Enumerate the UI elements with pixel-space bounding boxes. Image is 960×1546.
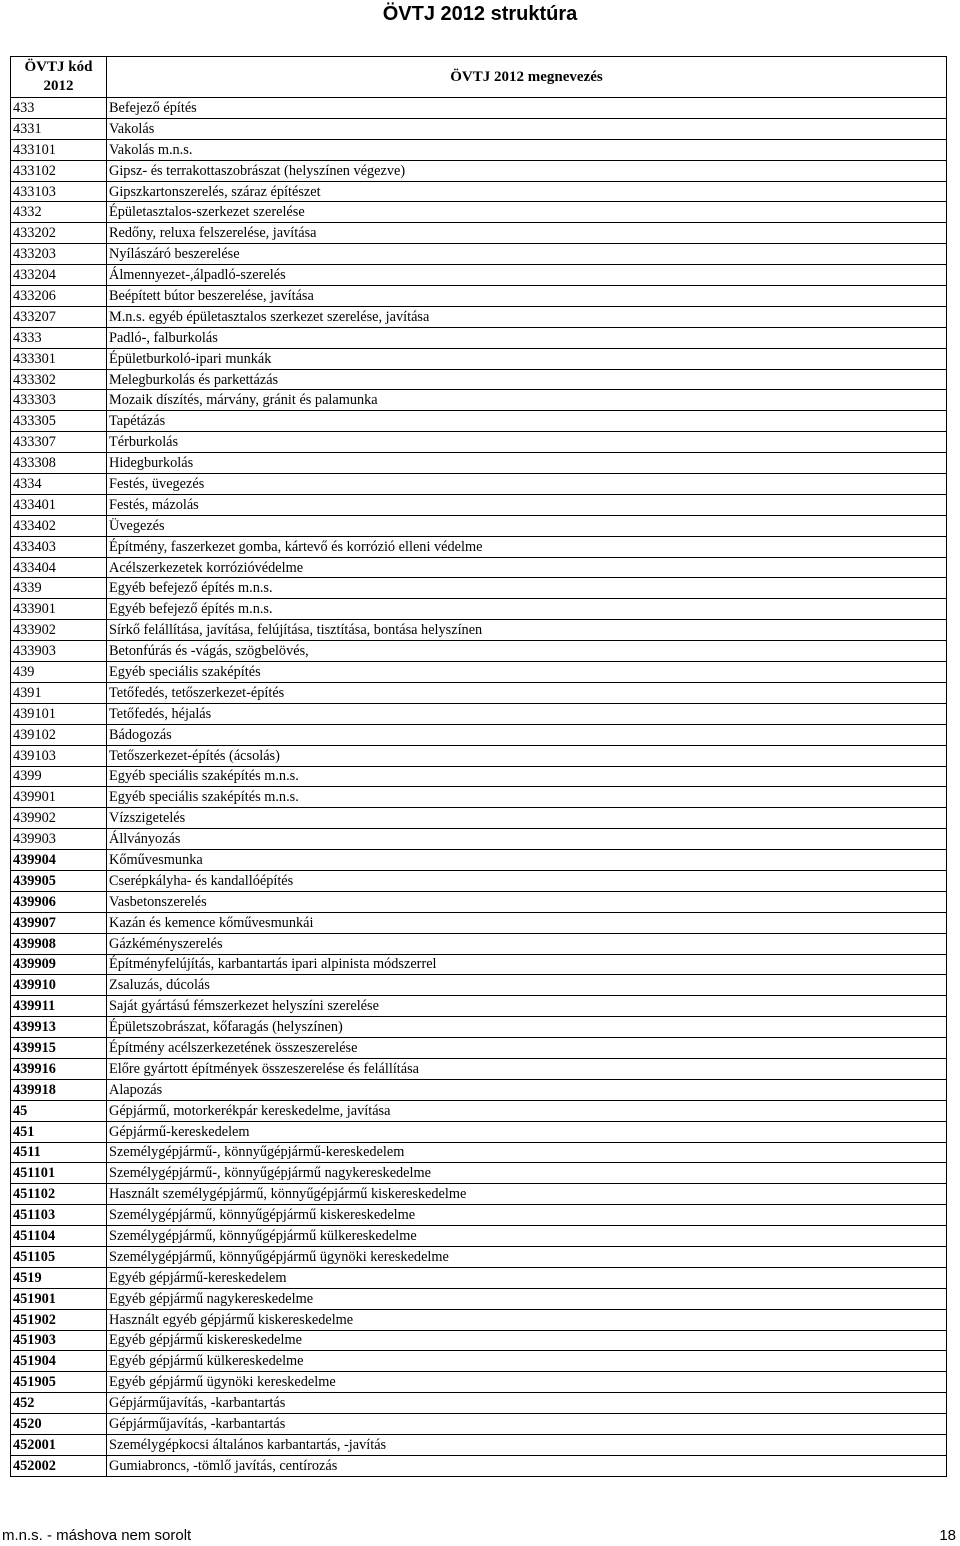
table-row xyxy=(11,787,947,808)
row-name: Betonfúrás és -vágás, szögbelövés, xyxy=(107,641,947,662)
row-code: 439 xyxy=(11,662,107,683)
table-row xyxy=(11,1205,947,1226)
table-row xyxy=(11,432,947,453)
table-row xyxy=(11,933,947,954)
table-row xyxy=(11,724,947,745)
table-row xyxy=(11,620,947,641)
row-name: Térburkolás xyxy=(107,432,947,453)
row-code: 439906 xyxy=(11,891,107,912)
table-row xyxy=(11,954,947,975)
row-code: 439915 xyxy=(11,1038,107,1059)
table-row xyxy=(11,1246,947,1267)
row-code: 433203 xyxy=(11,244,107,265)
row-code: 433903 xyxy=(11,641,107,662)
row-code: 4511 xyxy=(11,1142,107,1163)
table-row xyxy=(11,327,947,348)
row-code: 4331 xyxy=(11,118,107,139)
table-row xyxy=(11,870,947,891)
row-name: Gipszkartonszerelés, száraz építészet xyxy=(107,181,947,202)
row-code: 439101 xyxy=(11,703,107,724)
row-code: 451101 xyxy=(11,1163,107,1184)
row-code: 451105 xyxy=(11,1246,107,1267)
row-code: 433902 xyxy=(11,620,107,641)
table-row xyxy=(11,223,947,244)
row-code: 433404 xyxy=(11,557,107,578)
header-code xyxy=(11,57,107,98)
table-row xyxy=(11,641,947,662)
row-name: Egyéb gépjármű külkereskedelme xyxy=(107,1351,947,1372)
row-name: Befejező építés xyxy=(107,98,947,119)
table-row xyxy=(11,1393,947,1414)
table-row xyxy=(11,1079,947,1100)
row-name: Gépjárműjavítás, -karbantartás xyxy=(107,1414,947,1435)
row-name: Acélszerkezetek korrózióvédelme xyxy=(107,557,947,578)
row-name: Beépített bútor beszerelése, javítása xyxy=(107,286,947,307)
row-name: Egyéb befejező építés m.n.s. xyxy=(107,599,947,620)
table-row xyxy=(11,745,947,766)
row-name: Gépjárműjavítás, -karbantartás xyxy=(107,1393,947,1414)
row-name: Üvegezés xyxy=(107,515,947,536)
row-name: Sírkő felállítása, javítása, felújítása, tisztítása, bontása helyszínen xyxy=(107,620,947,641)
row-name: Épületburkoló-ipari munkák xyxy=(107,348,947,369)
row-name: M.n.s. egyéb épületasztalos szerkezet szerelése, javítása xyxy=(107,306,947,327)
table-row xyxy=(11,181,947,202)
header-code-line1: ÖVTJ kód xyxy=(24,59,93,75)
table-row xyxy=(11,411,947,432)
row-code: 433302 xyxy=(11,369,107,390)
table-row xyxy=(11,975,947,996)
row-code: 452002 xyxy=(11,1455,107,1476)
table-row xyxy=(11,348,947,369)
table-row xyxy=(11,682,947,703)
row-name: Személygépkocsi általános karbantartás, -javítás xyxy=(107,1435,947,1456)
table-row xyxy=(11,286,947,307)
table-row xyxy=(11,703,947,724)
table-row xyxy=(11,766,947,787)
row-name: Épületszobrászat, kőfaragás (helyszínen) xyxy=(107,1017,947,1038)
row-code: 433303 xyxy=(11,390,107,411)
row-name: Kőművesmunka xyxy=(107,850,947,871)
row-code: 4339 xyxy=(11,578,107,599)
row-name: Állványozás xyxy=(107,829,947,850)
table-row xyxy=(11,474,947,495)
table-row xyxy=(11,98,947,119)
row-name: Előre gyártott építmények összeszerelése és felállítása xyxy=(107,1058,947,1079)
row-code: 433308 xyxy=(11,453,107,474)
table-row xyxy=(11,265,947,286)
row-code: 451905 xyxy=(11,1372,107,1393)
table-row xyxy=(11,1163,947,1184)
row-name: Álmennyezet-,álpadló-szerelés xyxy=(107,265,947,286)
row-code: 433305 xyxy=(11,411,107,432)
row-code: 439103 xyxy=(11,745,107,766)
table-row xyxy=(11,244,947,265)
row-code: 433 xyxy=(11,98,107,119)
row-code: 4520 xyxy=(11,1414,107,1435)
table-row xyxy=(11,578,947,599)
table-row xyxy=(11,1435,947,1456)
row-code: 439903 xyxy=(11,829,107,850)
row-code: 439907 xyxy=(11,912,107,933)
row-code: 439902 xyxy=(11,808,107,829)
classification-table xyxy=(10,56,947,1477)
table-row xyxy=(11,1414,947,1435)
table-row xyxy=(11,1184,947,1205)
table-row xyxy=(11,1121,947,1142)
row-name: Egyéb speciális szaképítés m.n.s. xyxy=(107,787,947,808)
row-code: 439908 xyxy=(11,933,107,954)
row-name: Személygépjármű, könnyűgépjármű ügynöki kereskedelme xyxy=(107,1246,947,1267)
row-code: 451901 xyxy=(11,1288,107,1309)
row-name: Padló-, falburkolás xyxy=(107,327,947,348)
table-row xyxy=(11,829,947,850)
row-name: Tetőfedés, tetőszerkezet-építés xyxy=(107,682,947,703)
row-name: Építményfelújítás, karbantartás ipari alpinista módszerrel xyxy=(107,954,947,975)
row-name: Gépjármű, motorkerékpár kereskedelme, javítása xyxy=(107,1100,947,1121)
row-code: 433402 xyxy=(11,515,107,536)
row-name: Egyéb gépjármű ügynöki kereskedelme xyxy=(107,1372,947,1393)
table-row xyxy=(11,1455,947,1476)
table-row xyxy=(11,662,947,683)
row-name: Saját gyártású fémszerkezet helyszíni szerelése xyxy=(107,996,947,1017)
row-name: Tetőfedés, héjalás xyxy=(107,703,947,724)
page-number: 18 xyxy=(939,1527,956,1544)
row-name: Használt egyéb gépjármű kiskereskedelme xyxy=(107,1309,947,1330)
table-row xyxy=(11,1288,947,1309)
row-code: 4333 xyxy=(11,327,107,348)
row-name: Egyéb gépjármű kiskereskedelme xyxy=(107,1330,947,1351)
row-code: 451903 xyxy=(11,1330,107,1351)
row-code: 451902 xyxy=(11,1309,107,1330)
table-row xyxy=(11,202,947,223)
row-name: Cserépkályha- és kandallóépítés xyxy=(107,870,947,891)
row-name: Kazán és kemence kőművesmunkái xyxy=(107,912,947,933)
row-name: Egyéb gépjármű-kereskedelem xyxy=(107,1267,947,1288)
table-row xyxy=(11,557,947,578)
row-code: 451 xyxy=(11,1121,107,1142)
table-row xyxy=(11,453,947,474)
row-name: Tetőszerkezet-építés (ácsolás) xyxy=(107,745,947,766)
row-name: Redőny, reluxa felszerelése, javítása xyxy=(107,223,947,244)
table-row xyxy=(11,599,947,620)
table-row xyxy=(11,850,947,871)
row-name: Gipsz- és terrakottaszobrászat (helyszínen végezve) xyxy=(107,160,947,181)
row-name: Vasbetonszerelés xyxy=(107,891,947,912)
table-row xyxy=(11,1226,947,1247)
row-name: Vakolás xyxy=(107,118,947,139)
row-code: 439913 xyxy=(11,1017,107,1038)
row-code: 433103 xyxy=(11,181,107,202)
row-name: Személygépjármű-, könnyűgépjármű-kereskedelem xyxy=(107,1142,947,1163)
row-code: 439916 xyxy=(11,1058,107,1079)
row-name: Mozaik díszítés, márvány, gránit és palamunka xyxy=(107,390,947,411)
table-row xyxy=(11,891,947,912)
row-code: 433206 xyxy=(11,286,107,307)
table-row xyxy=(11,912,947,933)
table-row xyxy=(11,1142,947,1163)
row-code: 433101 xyxy=(11,139,107,160)
table-row xyxy=(11,160,947,181)
row-name: Festés, üvegezés xyxy=(107,474,947,495)
row-name: Épületasztalos-szerkezet szerelése xyxy=(107,202,947,223)
row-name: Tapétázás xyxy=(107,411,947,432)
row-name: Vízszigetelés xyxy=(107,808,947,829)
row-name: Egyéb speciális szaképítés m.n.s. xyxy=(107,766,947,787)
table-body xyxy=(11,98,947,1477)
row-code: 433401 xyxy=(11,494,107,515)
table-row xyxy=(11,808,947,829)
row-code: 439909 xyxy=(11,954,107,975)
table-row xyxy=(11,1058,947,1079)
row-code: 439910 xyxy=(11,975,107,996)
row-code: 439102 xyxy=(11,724,107,745)
row-code: 439901 xyxy=(11,787,107,808)
table-row xyxy=(11,1267,947,1288)
row-code: 433102 xyxy=(11,160,107,181)
table-row xyxy=(11,536,947,557)
row-name: Használt személygépjármű, könnyűgépjármű kiskereskedelme xyxy=(107,1184,947,1205)
page-title: ÖVTJ 2012 struktúra xyxy=(382,3,578,25)
row-code: 439911 xyxy=(11,996,107,1017)
row-code: 433901 xyxy=(11,599,107,620)
table-header-row xyxy=(11,57,947,98)
row-code: 4519 xyxy=(11,1267,107,1288)
header-code-line2: 2012 xyxy=(43,78,74,94)
table-row xyxy=(11,390,947,411)
row-code: 433301 xyxy=(11,348,107,369)
row-code: 4332 xyxy=(11,202,107,223)
row-code: 4334 xyxy=(11,474,107,495)
row-code: 439918 xyxy=(11,1079,107,1100)
row-name: Gázkéményszerelés xyxy=(107,933,947,954)
row-name: Egyéb befejező építés m.n.s. xyxy=(107,578,947,599)
row-code: 4391 xyxy=(11,682,107,703)
row-code: 439905 xyxy=(11,870,107,891)
header-name: ÖVTJ 2012 megnevezés xyxy=(107,57,947,98)
row-name: Egyéb gépjármű nagykereskedelme xyxy=(107,1288,947,1309)
table-row xyxy=(11,118,947,139)
row-name: Nyílászáró beszerelése xyxy=(107,244,947,265)
row-name: Egyéb speciális szaképítés xyxy=(107,662,947,683)
table-row xyxy=(11,139,947,160)
row-code: 439904 xyxy=(11,850,107,871)
table-row xyxy=(11,1100,947,1121)
row-name: Gumiabroncs, -tömlő javítás, centírozás xyxy=(107,1455,947,1476)
row-name: Festés, mázolás xyxy=(107,494,947,515)
table-row xyxy=(11,1351,947,1372)
row-code: 451102 xyxy=(11,1184,107,1205)
row-code: 433207 xyxy=(11,306,107,327)
table-row xyxy=(11,1330,947,1351)
row-name: Melegburkolás és parkettázás xyxy=(107,369,947,390)
row-name: Bádogozás xyxy=(107,724,947,745)
table-row xyxy=(11,996,947,1017)
row-name: Hidegburkolás xyxy=(107,453,947,474)
row-name: Építmény acélszerkezetének összeszerelése xyxy=(107,1038,947,1059)
row-code: 433307 xyxy=(11,432,107,453)
row-code: 452001 xyxy=(11,1435,107,1456)
row-name: Zsaluzás, dúcolás xyxy=(107,975,947,996)
row-name: Építmény, faszerkezet gomba, kártevő és korrózió elleni védelme xyxy=(107,536,947,557)
table-row xyxy=(11,1309,947,1330)
table-row xyxy=(11,1017,947,1038)
row-code: 451104 xyxy=(11,1226,107,1247)
row-code: 451103 xyxy=(11,1205,107,1226)
row-name: Személygépjármű-, könnyűgépjármű nagykereskedelme xyxy=(107,1163,947,1184)
row-code: 433204 xyxy=(11,265,107,286)
row-name: Gépjármű-kereskedelem xyxy=(107,1121,947,1142)
table-row xyxy=(11,494,947,515)
row-code: 451904 xyxy=(11,1351,107,1372)
row-code: 45 xyxy=(11,1100,107,1121)
row-code: 4399 xyxy=(11,766,107,787)
table-row xyxy=(11,1372,947,1393)
row-name: Vakolás m.n.s. xyxy=(107,139,947,160)
row-code: 452 xyxy=(11,1393,107,1414)
row-code: 433202 xyxy=(11,223,107,244)
footer-note: m.n.s. - máshova nem sorolt xyxy=(2,1527,192,1544)
row-code: 433403 xyxy=(11,536,107,557)
row-name: Személygépjármű, könnyűgépjármű kiskereskedelme xyxy=(107,1205,947,1226)
table-row xyxy=(11,369,947,390)
row-name: Alapozás xyxy=(107,1079,947,1100)
row-name: Személygépjármű, könnyűgépjármű külkereskedelme xyxy=(107,1226,947,1247)
table-row xyxy=(11,1038,947,1059)
table-row xyxy=(11,515,947,536)
table-row xyxy=(11,306,947,327)
